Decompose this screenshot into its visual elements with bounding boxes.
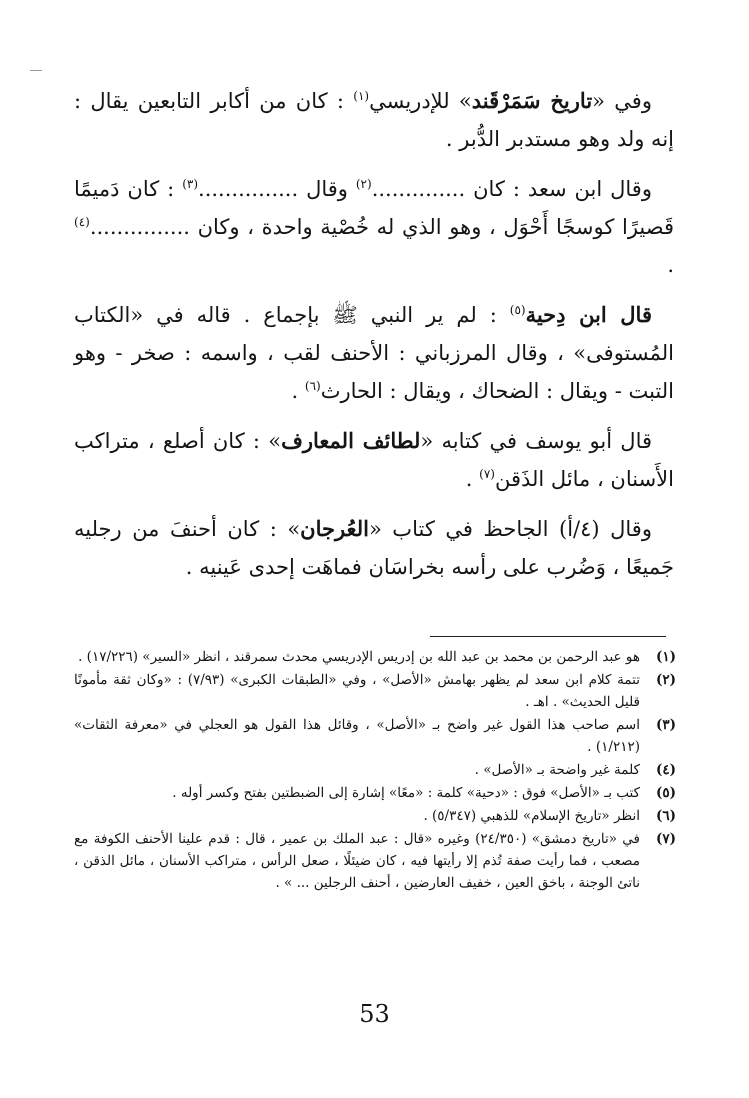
bold-text: العُرجان — [300, 516, 369, 541]
footnote — [74, 759, 676, 781]
paragraph — [74, 170, 674, 284]
text-run: : كان دَميمًا قَصيرًا كوسجًا أَحْوَل ، وهو الذي له خُصْية واحدة ، وكان ............... — [74, 177, 674, 239]
bold-text: تاريخ سَمَرْقَند — [471, 88, 593, 113]
footnote-text: انظر «تاريخ الإسلام» للذهبي (٥/٣٤٧) . — [423, 808, 640, 824]
text-run: وفي « — [592, 89, 652, 113]
text-run: » : كان أحنفَ من رجليه جَميعًا ، وَضُرب على رأسه بخراسَان فماهَت إحدى عَينيه . — [74, 517, 674, 579]
text-run: » : كان أصلع ، متراكب الأَسنان ، مائل الذَقن — [74, 429, 674, 491]
footnote-text: في «تاريخ دمشق» (٢٤/٣٥٠) وغيره «قال : عبد الملك بن عمير ، قال : قدم علينا الأحنف الكوفة مع مصعب ، فما رأيت صفة تُذم إلا رأيتها فيه ، كان ضيئلًا ، صعل الرأس ، متراكب الأسنان ، مائل الذقن ، ناتئ الوجنة ، باخق العين ، خفيف العارضين ، أحنف الرجلين ... » . — [74, 831, 640, 891]
footnote — [74, 669, 676, 713]
footnote-number: (٣) — [655, 717, 676, 733]
footnote-text: كتب بـ «الأصل» فوق : «دحية» كلمة : «معًا» إشارة إلى الضبطتين بفتح وكسر أوله . — [172, 785, 640, 801]
text-run: وقال (٤/أ) الجاحظ في كتاب « — [368, 517, 652, 541]
footnote — [74, 714, 676, 758]
footnote — [74, 828, 676, 894]
footnote-number: (٥) — [655, 785, 676, 801]
paragraph — [74, 82, 674, 158]
footnote-text: اسم صاحب هذا القول غير واضح بـ «الأصل» ، وقائل هذا القول هو العجلي في «معرفة الثقات» (١/٢١٢) . — [74, 717, 640, 755]
footnote-text: تتمة كلام ابن سعد لم يظهر بهامش «الأصل» ، وفي «الطبقات الكبرى» (٧/٩٣) : «وكان ثقة مأمونًا قليل الحديث» . اهـ . — [74, 672, 640, 710]
text-run: . — [465, 467, 480, 491]
text-run: وقال ............... — [198, 177, 356, 201]
footnote-ref: (٧) — [479, 467, 495, 481]
text-run: قال أبو يوسف في كتابه « — [420, 429, 653, 453]
footnote-number: (٧) — [655, 831, 676, 847]
text-run: : كان من أكابر التابعين يقال : إنه ولد وهو مستدبر الدُّبر . — [74, 89, 674, 151]
margin-mark — [30, 70, 42, 71]
bold-text: قال ابن دِحية — [525, 302, 652, 327]
footnote-text: هو عبد الرحمن بن محمد بن عبد الله بن إدريس الإدريسي محدث سمرقند ، انظر «السير» (١٧/٢٢٦) . — [78, 649, 640, 665]
footnote-text: كلمة غير واضحة بـ «الأصل» . — [474, 762, 640, 778]
footnote-ref: (٤) — [74, 215, 90, 229]
footnote-ref: (٣) — [182, 177, 199, 191]
paragraph — [74, 296, 674, 410]
footnote-number: (٤) — [655, 762, 676, 778]
footnote-number: (٢) — [655, 672, 676, 688]
paragraph — [74, 422, 674, 498]
footnote — [74, 805, 676, 827]
footnote-ref: (٢) — [355, 177, 372, 191]
footnote-ref: (١) — [353, 89, 370, 103]
page-number: 53 — [359, 1000, 390, 1028]
text-run: وقال ابن سعد : كان .............. — [371, 177, 652, 201]
footnote — [74, 646, 676, 668]
footnote-number: (٦) — [655, 808, 676, 824]
footnote-number: (١) — [655, 649, 676, 665]
footnote-ref: (٥) — [509, 303, 526, 317]
footnotes — [74, 646, 676, 895]
main-text — [74, 82, 674, 586]
bold-text: لطائف المعارف — [281, 428, 421, 453]
text-run: » للإدريسي — [369, 89, 472, 113]
paragraph — [74, 510, 674, 586]
footnote — [74, 782, 676, 804]
footnote-ref: (٦) — [304, 379, 321, 393]
text-run: . — [667, 253, 674, 277]
text-run: . — [291, 379, 305, 403]
text-run: : لم ير النبي ﷺ بإجماع . قاله في «الكتاب المُستوفى» ، وقال المرزباني : الأحنف لقب ، واسمه : صخر - وهو التبت - ويقال : الضحاك ، ويقال : الحارث — [74, 303, 674, 403]
footnote-separator — [430, 636, 666, 637]
